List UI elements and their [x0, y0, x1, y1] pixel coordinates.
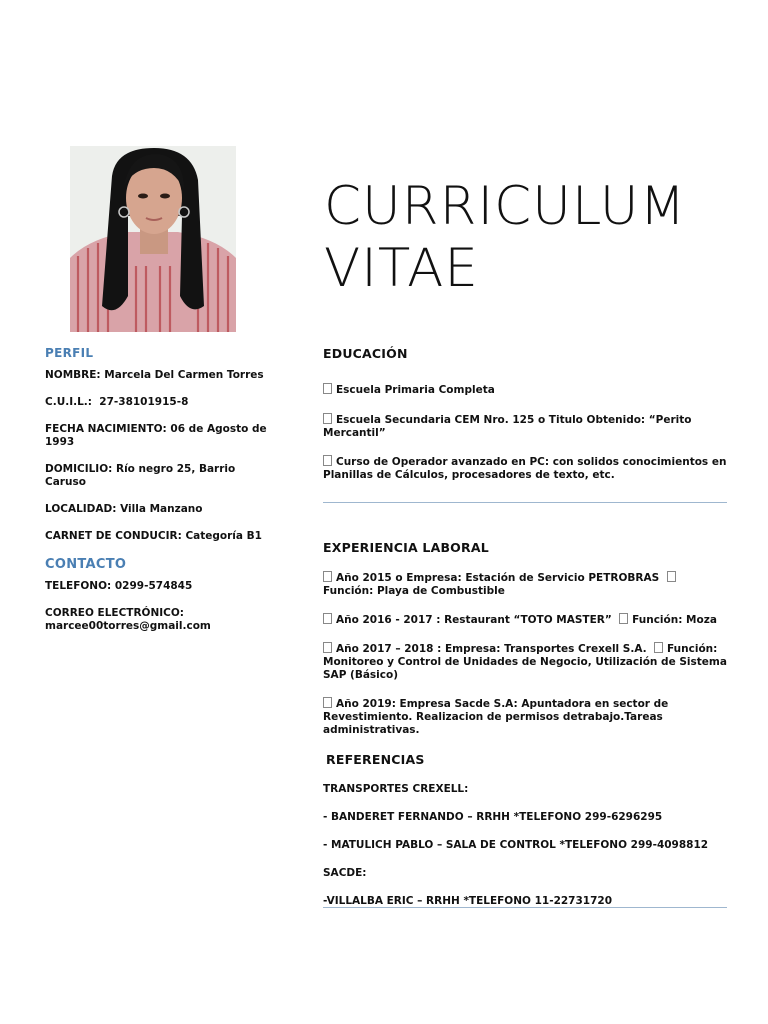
- profile-label: LOCALIDAD:: [45, 503, 117, 515]
- contact-phone-label: TELEFONO:: [45, 580, 112, 592]
- section-divider-bottom: [323, 907, 727, 908]
- profile-label: DOMICILIO:: [45, 463, 113, 475]
- experience-item-text: Año 2019: Empresa Sacde S.A: Apuntadora en sector de Revestimiento. Realizacion de permisos detrabajo.Tareas administrativas.: [323, 698, 669, 736]
- experience-item-function: Función: Monitoreo y Control de Unidades de Negocio, Utilización de Sistema SAP (Básico): [323, 643, 727, 681]
- contact-email-value[interactable]: marcee00torres@gmail.com: [45, 620, 211, 632]
- education-heading: EDUCACIÓN: [323, 346, 408, 361]
- education-item: [323, 413, 728, 440]
- section-divider: [323, 502, 727, 503]
- education-item: [323, 455, 728, 482]
- profile-label: C.U.I.L.:: [45, 396, 92, 408]
- experience-section: [323, 540, 728, 908]
- experience-item: [323, 642, 728, 682]
- experience-item-text: Año 2016 - 2017 : Restaurant “TOTO MASTER”: [336, 614, 612, 626]
- education-item: [323, 383, 728, 397]
- profile-photo-illustration: [70, 146, 236, 332]
- profile-value: Marcela Del Carmen Torres: [104, 369, 264, 381]
- reference-company: SACDE:: [323, 867, 367, 879]
- education-section: [323, 346, 728, 497]
- page-title: [324, 176, 744, 300]
- profile-row-address: [45, 463, 270, 489]
- profile-value: 06 de Agosto de 1993: [45, 423, 267, 448]
- bullet-box-icon: [619, 613, 628, 624]
- experience-item: [323, 571, 728, 598]
- profile-row-name: [45, 369, 270, 382]
- profile-row-locality: [45, 503, 270, 516]
- profile-row-cuil: [45, 396, 270, 409]
- references-heading: REFERENCIAS: [326, 752, 425, 767]
- contact-heading: CONTACTO: [45, 557, 127, 572]
- education-item-text: Curso de Operador avanzado en PC: con solidos conocimientos en Planillas de Cálculos, procesadores de texto, etc.: [323, 456, 727, 481]
- education-item-text: Escuela Secundaria CEM Nro. 125 o Titulo Obtenido: “Perito Mercantil”: [323, 414, 692, 439]
- reference-contact: -VILLALBA ERIC – RRHH *TELEFONO 11-22731720: [323, 895, 613, 907]
- contact-phone-value: 0299-574845: [114, 580, 193, 592]
- profile-label: CARNET DE CONDUCIR:: [45, 530, 182, 542]
- contact-email: [45, 607, 270, 633]
- title-line-2: VITAE: [324, 238, 479, 299]
- experience-item-text: Año 2017 – 2018 : Empresa: Transportes Crexell S.A.: [336, 643, 647, 655]
- experience-item: [323, 697, 728, 737]
- title-line-1: CURRICULUM: [324, 176, 687, 237]
- experience-item-text: Año 2015 o Empresa: Estación de Servicio PETROBRAS: [336, 572, 660, 584]
- profile-value: 27-38101915-8: [99, 396, 189, 408]
- profile-label: NOMBRE:: [45, 369, 101, 381]
- bullet-box-icon: [323, 571, 332, 582]
- reference-contact: - BANDERET FERNANDO – RRHH *TELEFONO 299-6296295: [323, 811, 663, 823]
- profile-value: Río negro 25, Barrio Caruso: [45, 463, 236, 488]
- bullet-box-icon: [323, 697, 332, 708]
- experience-heading: EXPERIENCIA LABORAL: [323, 540, 489, 555]
- bullet-box-icon: [667, 571, 676, 582]
- bullet-box-icon: [654, 642, 663, 653]
- contact-email-label: CORREO ELECTRÓNICO:: [45, 607, 184, 619]
- profile-value: Categoría B1: [185, 530, 262, 542]
- reference-contact: - MATULICH PABLO – SALA DE CONTROL *TELEFONO 299-4098812: [323, 839, 709, 851]
- bullet-box-icon: [323, 455, 332, 466]
- profile-label: FECHA NACIMIENTO:: [45, 423, 167, 435]
- reference-company: TRANSPORTES CREXELL:: [323, 783, 469, 795]
- bullet-box-icon: [323, 613, 332, 624]
- left-column: [45, 346, 270, 647]
- bullet-box-icon: [323, 413, 332, 424]
- experience-item-function: Función: Moza: [632, 614, 717, 626]
- profile-heading: PERFIL: [45, 346, 94, 360]
- profile-photo: [70, 146, 236, 332]
- contact-phone: [45, 580, 270, 593]
- bullet-box-icon: [323, 383, 332, 394]
- profile-row-license: [45, 530, 270, 543]
- education-item-text: Escuela Primaria Completa: [336, 384, 495, 396]
- experience-item: [323, 613, 728, 627]
- profile-value: Villa Manzano: [120, 503, 203, 515]
- profile-row-birthdate: [45, 423, 270, 449]
- bullet-box-icon: [323, 642, 332, 653]
- experience-item-function: Función: Playa de Combustible: [323, 585, 505, 597]
